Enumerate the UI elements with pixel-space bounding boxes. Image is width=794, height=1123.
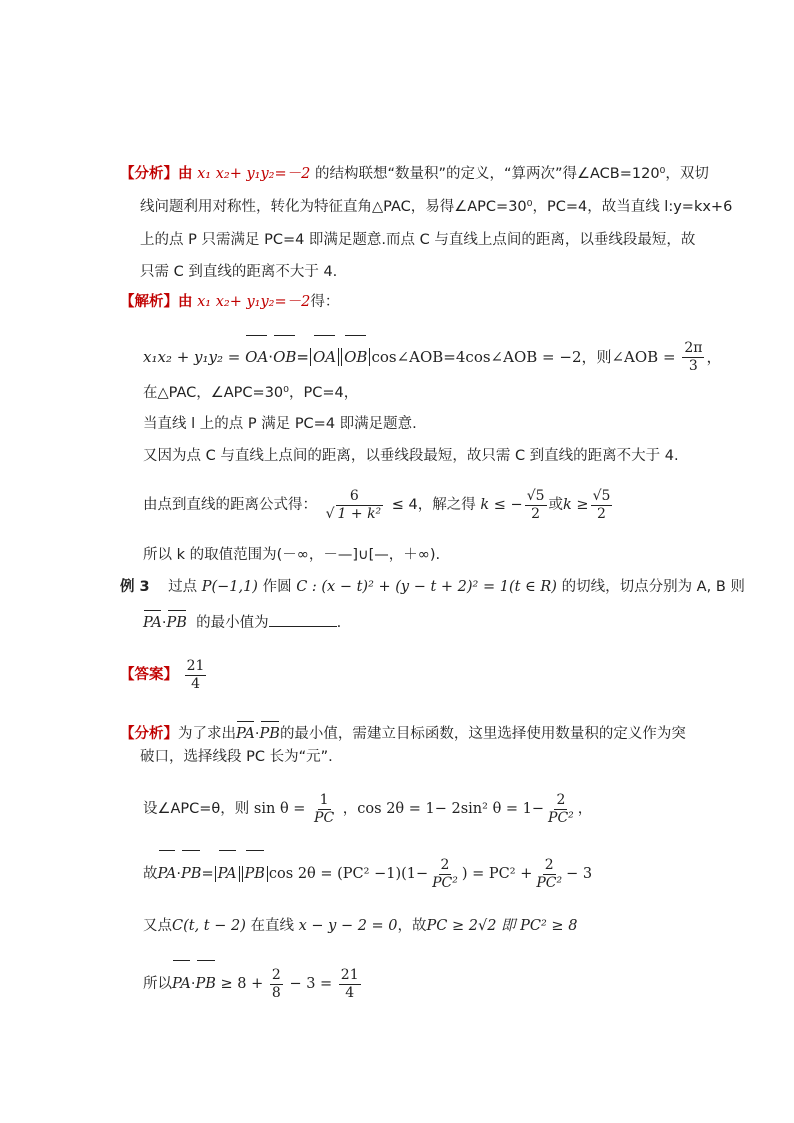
answer-fraction: $\frac{21}{4}$ bbox=[186, 657, 205, 692]
analysis2-point-line bbox=[143, 915, 577, 937]
final-mid: ≥ 8 + bbox=[220, 976, 264, 992]
vector-ob-abs: OB bbox=[344, 333, 367, 377]
example3-line-1 bbox=[120, 576, 745, 598]
cos-tail: ， bbox=[577, 801, 593, 817]
analysis2-final: 所以PA·PB ≥ 8 + $\frac{2}{8}$ − 3 = $\frac{21}{4}$ bbox=[143, 958, 363, 1006]
vector-pb: PB bbox=[167, 608, 187, 634]
vector-pb-abs: PB bbox=[245, 848, 265, 896]
analysis1-line-2: 线问题利用对称性，转化为特征直角△PAC，易得∠APC=30⁰，PC=4，故当直线 l:y=kx+6 bbox=[140, 199, 733, 215]
solution1-expr: x₁ x₂+ y₁y₂=－2 bbox=[197, 294, 311, 310]
eq-tail: ， bbox=[706, 348, 722, 366]
analysis2-text-b: 的最小值，需建立目标函数，这里选择使用数量积的定义作为突 bbox=[279, 726, 686, 742]
answer-line bbox=[120, 653, 208, 697]
example3-text4: 的最小值为 bbox=[196, 615, 269, 631]
also-text-2: ，故 bbox=[397, 918, 427, 934]
derivation-mid2: ) = PC² + bbox=[461, 866, 533, 882]
vector-pb-3: PB bbox=[181, 848, 201, 896]
solution1-text: 得： bbox=[310, 294, 340, 310]
analysis2-derivation: 故PA·PB= PA PB cos 2θ = (PC² −1)(1− $\frac{2}{\text{PC²}}$ ) = PC² + $\frac{2}{\text{PC²}}$ − 3 bbox=[143, 848, 592, 896]
distance-lead: 由点到直线的距离公式得： bbox=[143, 497, 317, 513]
analysis2-line-1: 【分析】为了求出PA·PB的最小值，需建立目标函数，这里选择使用数量积的定义作为突 bbox=[120, 719, 686, 745]
analysis1-line-3: 上的点 P 只需满足 PC=4 即满足题意.而点 C 与直线上点间的距离，以垂线段最短，故 bbox=[140, 232, 696, 248]
distance-or: 或 bbox=[548, 497, 564, 513]
example3-end: . bbox=[336, 615, 342, 631]
analysis1-lead: 由 bbox=[178, 166, 193, 182]
example3-text1: 过点 bbox=[168, 579, 198, 595]
also-text: 在直线 bbox=[250, 918, 294, 934]
vector-pa: PA bbox=[143, 608, 162, 634]
cos-fraction: $\frac{2}{\text{PC²}}$ bbox=[548, 791, 574, 826]
vector-pa-2: PA bbox=[236, 719, 255, 745]
vector-pb-2: PB bbox=[260, 719, 280, 745]
also-lead: 又点 bbox=[143, 918, 172, 934]
solution1-lead: 由 bbox=[178, 294, 193, 310]
final-lead: 所以 bbox=[143, 976, 172, 992]
example3-text2: 作圆 bbox=[262, 579, 292, 595]
vector-pa-4: PA bbox=[172, 958, 191, 1006]
eq-mid: cos∠AOB=4cos∠AOB = −2，则∠AOB = bbox=[371, 348, 676, 366]
setup-lead: 设∠APC=θ，则 bbox=[143, 801, 250, 817]
example3-circle: C : (x − t)² + (y − t + 2)² = 1(t ∈ R) bbox=[296, 579, 557, 595]
distance-tail: ≤ 4，解之得 bbox=[391, 497, 476, 513]
result-fraction-2: $\frac{√5}{2}$ bbox=[592, 487, 611, 522]
solution1-line-3: 在△PAC，∠APC=30⁰，PC=4， bbox=[143, 385, 359, 401]
derivation-lead: 故 bbox=[143, 866, 158, 882]
solution1-equation: x₁x₂ + y₁y₂ = OA·OB= OA OB cos∠AOB=4cos∠AOB = −2，则∠AOB = $\frac{2\pi}{3}$ ， bbox=[143, 333, 721, 377]
analysis1-expr: x₁ x₂+ y₁y₂=－2 bbox=[197, 166, 311, 182]
sin-lhs: sin θ = bbox=[253, 801, 306, 817]
derivation-fraction-2: $\frac{2}{\text{PC²}}$ bbox=[536, 856, 563, 891]
solution1-distance bbox=[143, 483, 614, 527]
distance-result-2: k ≥ bbox=[563, 497, 589, 513]
distance-result-1: k ≤ − bbox=[480, 497, 523, 513]
answer-label: 【答案】 bbox=[120, 667, 178, 683]
point-c: C(t, t − 2) bbox=[172, 918, 246, 934]
analysis2-line-2: 破口，选择线段 PC 长为“元”. bbox=[140, 749, 333, 765]
example3-line-2: PA·PB 的最小值为 . bbox=[143, 608, 341, 634]
analysis1-text: 的结构联想“数量积”的定义，“算两次”得∠ACB=120⁰，双切 bbox=[314, 166, 709, 182]
derivation-mid: cos 2θ = (PC² −1)(1− bbox=[268, 866, 429, 882]
vector-ob: OB bbox=[273, 333, 296, 377]
cos-lhs: ，cos 2θ = 1− 2sin² θ = 1− bbox=[342, 801, 545, 817]
distance-fraction: $\frac{6}{\text{√ 1 + k²}}$ bbox=[325, 487, 382, 522]
analysis2-setup bbox=[143, 787, 592, 831]
angle-fraction: $\frac{2\pi}{3}$ bbox=[684, 340, 703, 374]
analysis1-label: 【分析】 bbox=[120, 166, 178, 182]
example3-point: P(−1,1) bbox=[201, 579, 258, 595]
example3-label: 例 3 bbox=[120, 579, 150, 595]
vector-pa-abs: PA bbox=[218, 848, 237, 896]
inequality: PC ≥ 2√2 即 PC² ≥ 8 bbox=[426, 918, 578, 934]
solution1-label: 【解析】 bbox=[120, 294, 178, 310]
final-fraction-1: $\frac{2}{8}$ bbox=[271, 966, 281, 1001]
analysis2-label: 【分析】 bbox=[120, 726, 178, 742]
derivation-fraction-1: $\frac{2}{\text{PC²}}$ bbox=[432, 856, 458, 891]
analysis1-line-1 bbox=[120, 163, 709, 185]
result-fraction-1: $\frac{√5}{2}$ bbox=[526, 487, 545, 522]
analysis1-line-4: 只需 C 到直线的距离不大于 4. bbox=[140, 264, 338, 280]
derivation-tail: − 3 bbox=[566, 866, 593, 882]
solution1-line-1 bbox=[120, 291, 339, 313]
solution1-line-5: 又因为点 C 与直线上点间的距离，以垂线段最短，故只需 C 到直线的距离不大于 4. bbox=[143, 448, 679, 464]
line-equation: x − y − 2 = 0 bbox=[298, 918, 398, 934]
analysis2-text-a: 为了求出 bbox=[178, 726, 236, 742]
final-fraction-2: $\frac{21}{4}$ bbox=[340, 966, 359, 1001]
vector-pb-4: PB bbox=[196, 958, 216, 1006]
final-mid2: − 3 = bbox=[289, 976, 333, 992]
solution1-range: 所以 k 的取值范围为(－∞，－—]∪[—，＋∞). bbox=[143, 547, 441, 563]
answer-blank bbox=[269, 612, 337, 627]
vector-pa-3: PA bbox=[158, 848, 177, 896]
example3-text3: 的切线，切点分别为 A, B 则 bbox=[561, 579, 745, 595]
vector-oa: OA bbox=[245, 333, 268, 377]
eq-lhs: x₁x₂ + y₁y₂ = bbox=[143, 348, 241, 366]
vector-oa-abs: OA bbox=[313, 333, 336, 377]
sin-fraction: $\frac{1}{PC}$ bbox=[314, 791, 335, 826]
solution1-line-4: 当直线 l 上的点 P 满足 PC=4 即满足题意. bbox=[143, 416, 417, 432]
